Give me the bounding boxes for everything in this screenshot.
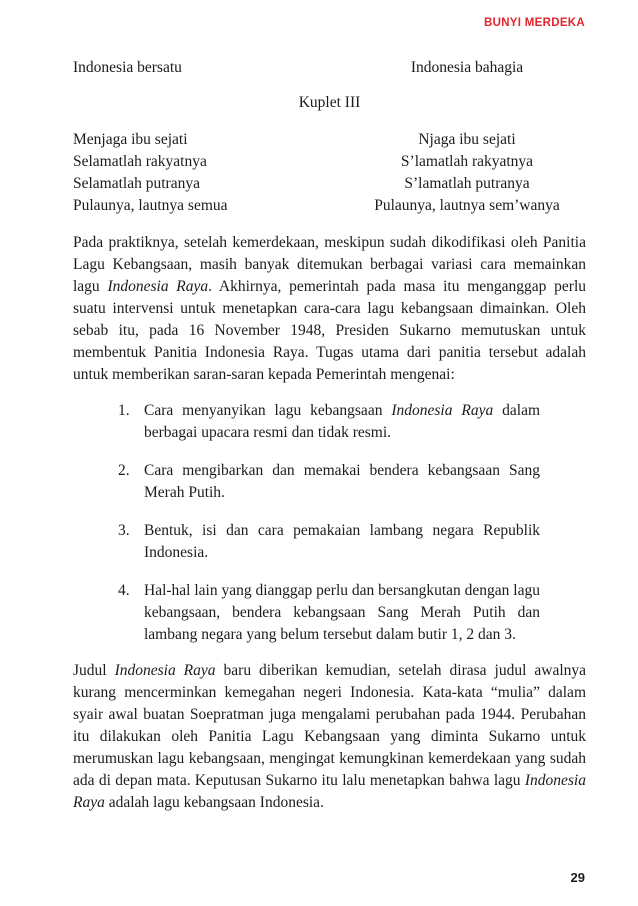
lyrics-line-right: S’lamatlah putranya — [404, 175, 530, 192]
lyrics-line-left: Selamatlah putranya — [73, 175, 200, 192]
lyrics-line-left: Indonesia bersatu — [73, 59, 182, 76]
song-title-italic: Indonesia Raya — [391, 402, 494, 419]
task-list — [73, 400, 586, 646]
text-run: baru diberikan kemudian, setelah dirasa judul awalnya kurang mencerminkan kemegahan negeri Indonesia. Kata-kata “mulia” dalam syair awal buatan Soepratman juga mengalami perubahan pada 1944. Perubahan itu dilakukan oleh Panitia Lagu Kebangsaan yang diminta Sukarno untuk merumuskan lagu kebangsaan, mengingat kemungkinan kemerdekaan yang sudah ada di depan mata. Keputusan Sukarno itu lalu menetapkan bahwa lagu — [73, 662, 587, 789]
verse-row — [73, 195, 586, 217]
page-number: 29 — [570, 870, 585, 885]
lyrics-line-right: Indonesia bahagia — [410, 59, 524, 76]
lyrics-line-right: Pulaunya, lautnya sem’wanya — [374, 197, 560, 214]
text-run: Pada praktiknya, setelah kemerdekaan, meskipun sudah dikodifikasi oleh Panitia Lagu Kebangsaan, masih banyak ditemukan berbagai variasi cara memainkan lagu — [73, 234, 586, 295]
list-number: 4. — [118, 582, 130, 599]
list-item — [73, 460, 586, 504]
lyrics-line-left: Pulaunya, lautnya semua — [73, 197, 228, 214]
lyrics-intro-row — [73, 57, 586, 79]
text-run: Cara menyanyikan lagu kebangsaan — [144, 402, 392, 419]
list-item — [73, 520, 586, 564]
verse-row — [73, 151, 586, 173]
song-title-italic: Indonesia Raya — [73, 772, 586, 811]
list-item — [73, 580, 586, 646]
text-run: dalam berbagai upacara resmi dan tidak resmi. — [144, 402, 541, 441]
kuplet-heading: Kuplet III — [298, 94, 361, 111]
lyrics-line-left: Menjaga ibu sejati — [73, 131, 188, 148]
verse-block — [73, 129, 586, 217]
lyrics-line-right: Njaga ibu sejati — [418, 131, 516, 148]
text-run: Hal-hal lain yang dianggap perlu dan bersangkutan dengan lagu kebangsaan, bendera kebangsaan Sang Merah Putih dan lambang negara yang belum tersebut dalam butir 1, 2 dan 3. — [144, 582, 540, 643]
running-header: BUNYI MERDEKA — [483, 17, 585, 29]
text-run: Bentuk, isi dan cara pemakaian lambang negara Republik Indonesia. — [144, 522, 540, 561]
song-title-italic: Indonesia Raya — [107, 278, 209, 295]
list-number: 2. — [118, 462, 130, 479]
lyrics-line-left: Selamatlah rakyatnya — [73, 153, 207, 170]
text-run: . Akhirnya, pemerintah pada masa itu menganggap perlu suatu intervensi untuk menetapkan cara-cara lagu kebangsaan dimainkan. Oleh sebab itu, pada 16 November 1948, Presiden Sukarno memutuskan untuk membentuk Panitia Indonesia Raya. Tugas utama dari panitia tersebut adalah untuk memberikan saran-saran kepada Pemerintah mengenai: — [73, 278, 587, 383]
list-item — [73, 400, 586, 444]
text-run: Cara mengibarkan dan memakai bendera kebangsaan Sang Merah Putih. — [144, 462, 540, 501]
text-run: Judul — [73, 662, 115, 679]
paragraph-title-history — [73, 660, 586, 814]
page-body — [73, 57, 586, 814]
verse-row — [73, 173, 586, 195]
list-number: 3. — [118, 522, 130, 539]
list-number: 1. — [118, 402, 130, 419]
lyrics-line-right: S’lamatlah rakyatnya — [400, 153, 534, 170]
verse-row — [73, 129, 586, 151]
song-title-italic: Indonesia Raya — [114, 662, 216, 679]
text-run: adalah lagu kebangsaan Indonesia. — [104, 794, 324, 811]
paragraph-intro — [73, 232, 586, 386]
